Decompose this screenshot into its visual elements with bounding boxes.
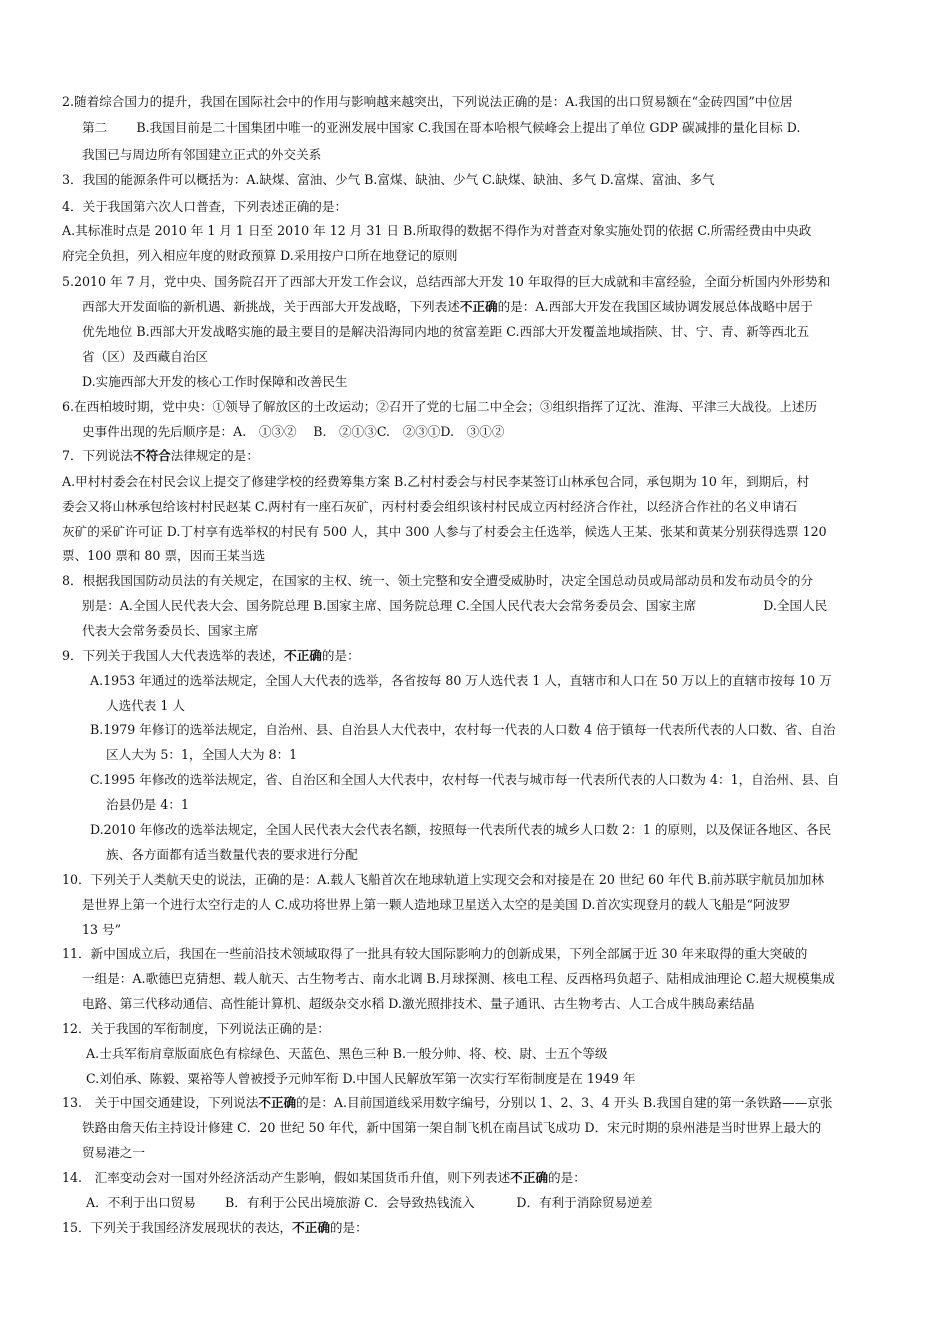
text-line: 13 号” [82,922,122,937]
text-line: A.甲村村委会在村民会议上提交了修建学校的经费筹集方案 B.乙村村委会与村民李某签订山林承包合同，承包期为 10 年，到期后，村 [62,474,810,489]
text-line: A．不利于出口贸易 B．有利于公民出境旅游 C．会导致热钱流入 D．有利于消除贸易逆差 [86,1195,653,1210]
text-line: 贸易港之一 [82,1145,145,1160]
emphasis-text: 不正确 [292,1220,330,1235]
text-line: 人选代表 1 人 [106,698,185,713]
text-line: 我国已与周边所有邻国建立正式的外交关系 [82,147,322,162]
text-line: 灰矿的采矿许可证 D.丁村享有选举权的村民有 500 人，其中 300 人参与了村委会主任选举，候选人王某、张某和黄某分别获得选票 120 [62,524,827,539]
text-line: 是世界上第一个进行太空行走的人 C.成功将世界上第一颗人造地球卫星送入太空的是美国 D.首次实现登月的载人飞船是“阿波罗 [82,897,791,912]
text-line: 13. 关于中国交通建设，下列说法不正确的是：A.目前国道线采用数字编号，分别以 1、2、3、4 开头 B.我国自建的第一条铁路——京张 [62,1095,833,1110]
text-line: 4．关于我国第六次人口普查，下列表述正确的是： [62,199,348,214]
text-line: 府完全负担，列入相应年度的财政预算 D.采用按户口所在地登记的原则 [62,248,458,263]
text-line: A.1953 年通过的选举法规定，全国人大代表的选举，各省按每 80 万人选代表 1 人，直辖市和人口在 50 万以上的直辖市按每 10 万 [90,673,832,688]
text-line: 3．我国的能源条件可以概括为：A.缺煤、富油、少气 B.富煤、缺油、少气 C.缺煤、缺油、多气 D.富煤、富油、多气 [62,172,715,187]
text-line: 14. 汇率变动会对一国对外经济活动产生影响，假如某国货币升值，则下列表述不正确的是： [62,1170,586,1185]
text-line: B.1979 年修订的选举法规定，自治州、县、自治县人大代表中，农村每一代表的人口数 4 倍于镇每一代表所代表的人口数、省、自治 [90,722,836,737]
text-line: D.2010 年修改的选举法规定，全国人民代表大会代表名额，按照每一代表所代表的城乡人口数 2：1 的原则，以及保证各地区、各民 [90,822,832,837]
emphasis-text: 不正确 [459,299,498,314]
text-line: 史事件出现的先后顺序是：A. ①③② B. ②①③C. ②③①D. ③①② [82,424,505,439]
text-line: 票、100 票和 80 票，因而王某当选 [62,548,266,563]
emphasis-text: 不正确 [284,648,322,663]
text-line: 电路、第三代移动通信、高性能计算机、超级杂交水稻 D.激光照排技术、量子通讯、古生物考古、人工合成牛胰岛素结晶 [82,996,755,1011]
text-line: 6.在西柏坡时期，党中央：①领导了解放区的土改运动；②召开了党的七届二中全会；③组织指挥了辽沈、淮海、平津三大战役。上述历 [62,399,818,414]
text-line: 别是：A.全国人民代表大会、国务院总理 B.国家主席、国务院总理 C.全国人民代表大会常务委员会、国家主席 D.全国人民 [82,598,828,613]
text-line: 治县仍是 4：1 [106,797,189,812]
emphasis-text: 不正确 [258,1095,297,1110]
emphasis-text: 不正确 [510,1170,548,1185]
text-line: 省（区）及西藏自治区 [82,349,208,364]
text-line: 10．下列关于人类航天史的说法，正确的是：A.载人飞船首次在地球轨道上实现交会和对接是在 20 世纪 60 年代 B.前苏联宇航员加加林 [62,872,824,887]
text-line: 区人大为 5：1，全国人大为 8：1 [106,747,298,762]
text-line: C.1995 年修改的选举法规定，省、自治区和全国人大代表中，农村每一代表与城市每一代表所代表的人口数为 4：1，自治州、县、自 [90,772,840,787]
text-line: A.其标准时点是 2010 年 1 月 1 日至 2010 年 12 月 31 日 B.所取得的数据不得作为对普查对象实施处罚的依据 C.所需经费由中央政 [62,223,812,238]
text-line: 优先地位 B.西部大开发战略实施的最主要目的是解决沿海同内地的贫富差距 C.西部大开发覆盖地域指陕、甘、宁、青、新等西北五 [82,324,810,339]
text-line: 族、各方面都有适当数量代表的要求进行分配 [106,847,358,862]
text-line: 15．下列关于我国经济发展现状的表达，不正确的是： [62,1220,368,1235]
emphasis-text: 不符合 [132,448,171,463]
text-line: 西部大开发面临的新机遇、新挑战，关于西部大开发战略，下列表述不正确的是：A.西部大开发在我国区域协调发展总体战略中居于 [82,299,813,314]
text-line: 5.2010 年 7 月，党中央、国务院召开了西部大开发工作会议，总结西部大开发 10 年取得的巨大成就和丰富经验，全面分析国内外形势和 [62,274,831,289]
text-line: 一组是：A.歌德巴克猜想、载人航天、古生物考古、南水北调 B.月球探测、核电工程、反西格玛负超子、陆相成油理论 C.超大规模集成 [82,971,835,986]
text-line: 代表大会常务委员长、国家主席 [82,623,259,638]
text-line: 12．关于我国的军衔制度，下列说法正确的是： [62,1021,330,1036]
text-line: 铁路由詹天佑主持设计修建 C．20 世纪 50 年代，新中国第一架自制飞机在南昌试飞成功 D．宋元时期的泉州港是当时世界上最大的 [82,1120,822,1135]
text-line: A.士兵军衔肩章版面底色有棕绿色、天蓝色、黑色三种 B.一般分帅、将、校、尉、士五个等级 [86,1046,608,1061]
text-line: 委会又将山林承包给该村村民赵某 C.两村有一座石灰矿，丙村村委会组织该村村民成立丙村经济合作社，以经济合作社的名义申请石 [62,499,798,514]
text-line: 第二 B.我国目前是二十国集团中唯一的亚洲发展中国家 C.我国在哥本哈根气候峰会上提出了单位 GDP 碳减排的量化目标 D. [82,120,801,135]
text-line: 2.随着综合国力的提升，我国在国际社会中的作用与影响越来越突出，下列说法正确的是：A.我国的出口贸易额在“金砖四国”中位居 [62,94,793,109]
text-line: 9．下列关于我国人大代表选举的表述，不正确的是： [62,648,360,663]
text-line: 8．根据我国国防动员法的有关规定，在国家的主权、统一、领土完整和安全遭受威胁时，决定全国总动员或局部动员和发布动员令的分 [62,573,814,588]
text-line: 7．下列说法不符合法律规定的是： [62,448,259,463]
text-line: D.实施西部大开发的核心工作时保障和改善民生 [82,374,348,389]
text-line: C.刘伯承、陈毅、粟裕等人曾被授予元帅军衔 D.中国人民解放军第一次实行军衔制度是在 1949 年 [86,1071,636,1086]
text-line: 11．新中国成立后，我国在一些前沿技术领域取得了一批具有较大国际影响力的创新成果，下列全部属于近 30 年来取得的重大突破的 [62,946,808,961]
